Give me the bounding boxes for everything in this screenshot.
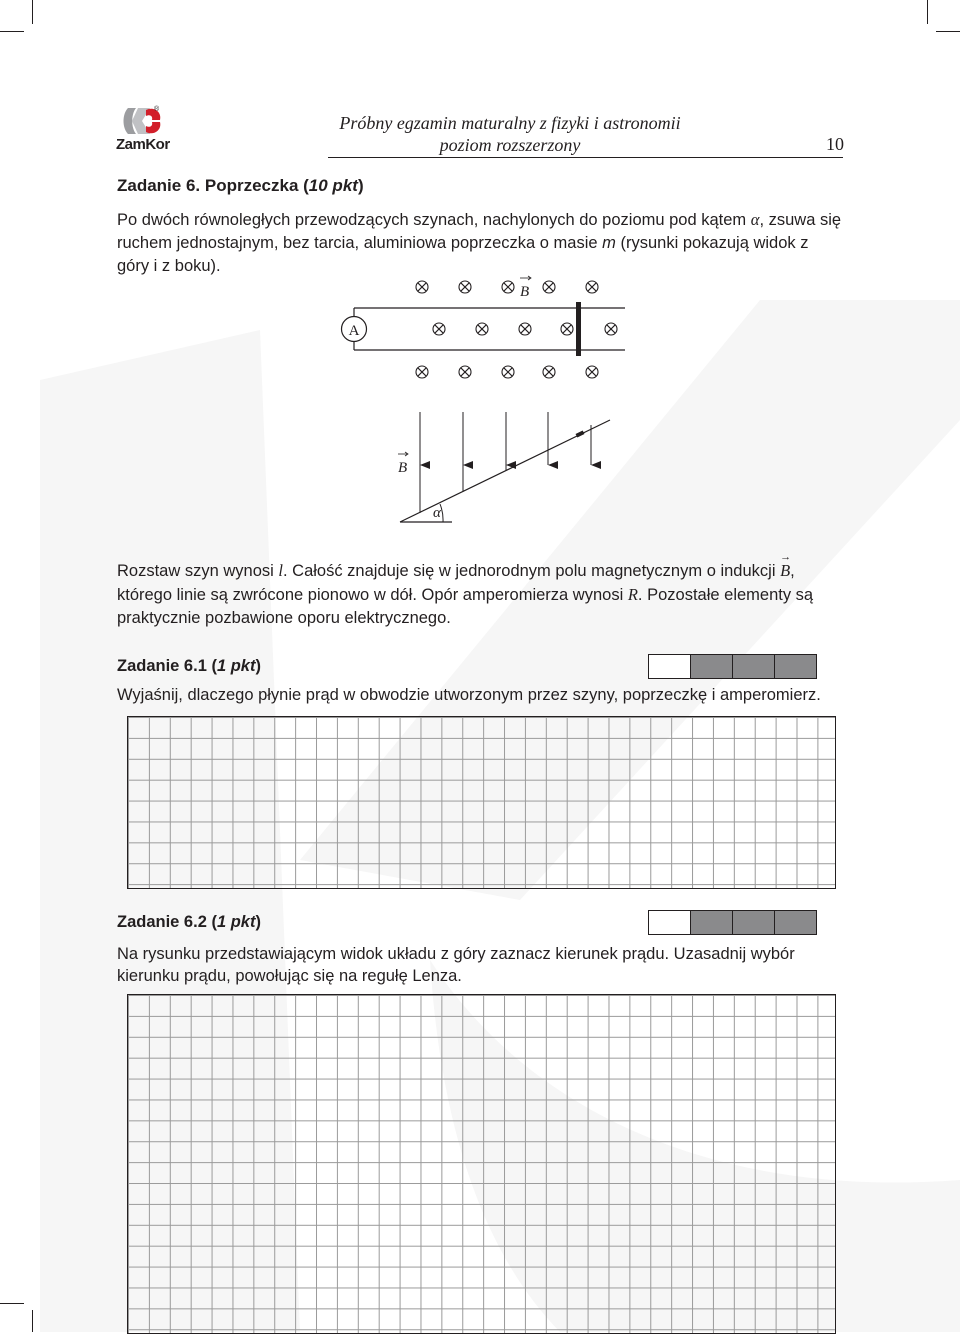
subtask-6-2-title: Zadanie 6.2 (1 pkt) [117, 913, 261, 931]
subtask-6-1-question: Wyjaśnij, dlaczego płynie prąd w obwodzie utworzonym przez szyny, poprzeczkę i amperomierz. [117, 686, 821, 704]
logo-text: ZamKor [116, 136, 170, 153]
top-view [342, 276, 626, 378]
score-cell [690, 911, 732, 934]
header-rule [328, 157, 843, 158]
score-box-6-1 [648, 654, 817, 679]
page-subtitle: poziom rozszerzony [439, 135, 581, 155]
score-cell[interactable] [649, 911, 690, 934]
score-cell[interactable] [649, 655, 690, 678]
score-box-6-2 [648, 910, 817, 935]
answer-grid-6-1[interactable] [127, 716, 836, 889]
figure-rails [330, 275, 650, 530]
score-cell [774, 655, 816, 678]
side-view [398, 412, 610, 522]
task-description: Rozstaw szyn wynosi l. Całość znajduje się w jednorodnym polu magnetycznym o indukcji → B, którego linie są zwrócone pionowo w dół. Opór amperomierza wynosi R. Pozostałe elementy są praktycznie pozbawione oporu elektrycznego. [117, 559, 845, 630]
top-field-label: B [520, 284, 530, 300]
side-field-label: B [398, 460, 408, 476]
page-number: 10 [826, 134, 844, 154]
score-cell [774, 911, 816, 934]
answer-grid-6-2[interactable] [127, 994, 836, 1334]
score-cell [690, 655, 732, 678]
ammeter-label: A [348, 323, 360, 339]
task-intro: Po dwóch równoległych przewodzących szynach, nachylonych do poziomu pod kątem α, zsuwa się ruchem jednostajnym, bez tarcia, aluminiowa poprzeczka o masie m (rysunki pokazują widok z góry i z boku). [117, 210, 842, 275]
subtask-6-1-title: Zadanie 6.1 (1 pkt) [117, 657, 261, 675]
subtask-6-2-question: Na rysunku przedstawiającym widok układu z góry zaznacz kierunek prądu. Uzasadnij wybór kierunku prądu, powołując się na regułę Lenza. [117, 945, 795, 985]
crossbar [576, 302, 581, 356]
angle-label: α [433, 505, 441, 521]
page-title: Próbny egzamin maturalny z fizyki i astronomii [339, 113, 681, 133]
score-cell [732, 911, 774, 934]
registered-mark: ® [154, 106, 160, 113]
task-title: Zadanie 6. Poprzeczka (10 pkt) [117, 176, 364, 195]
score-cell [732, 655, 774, 678]
